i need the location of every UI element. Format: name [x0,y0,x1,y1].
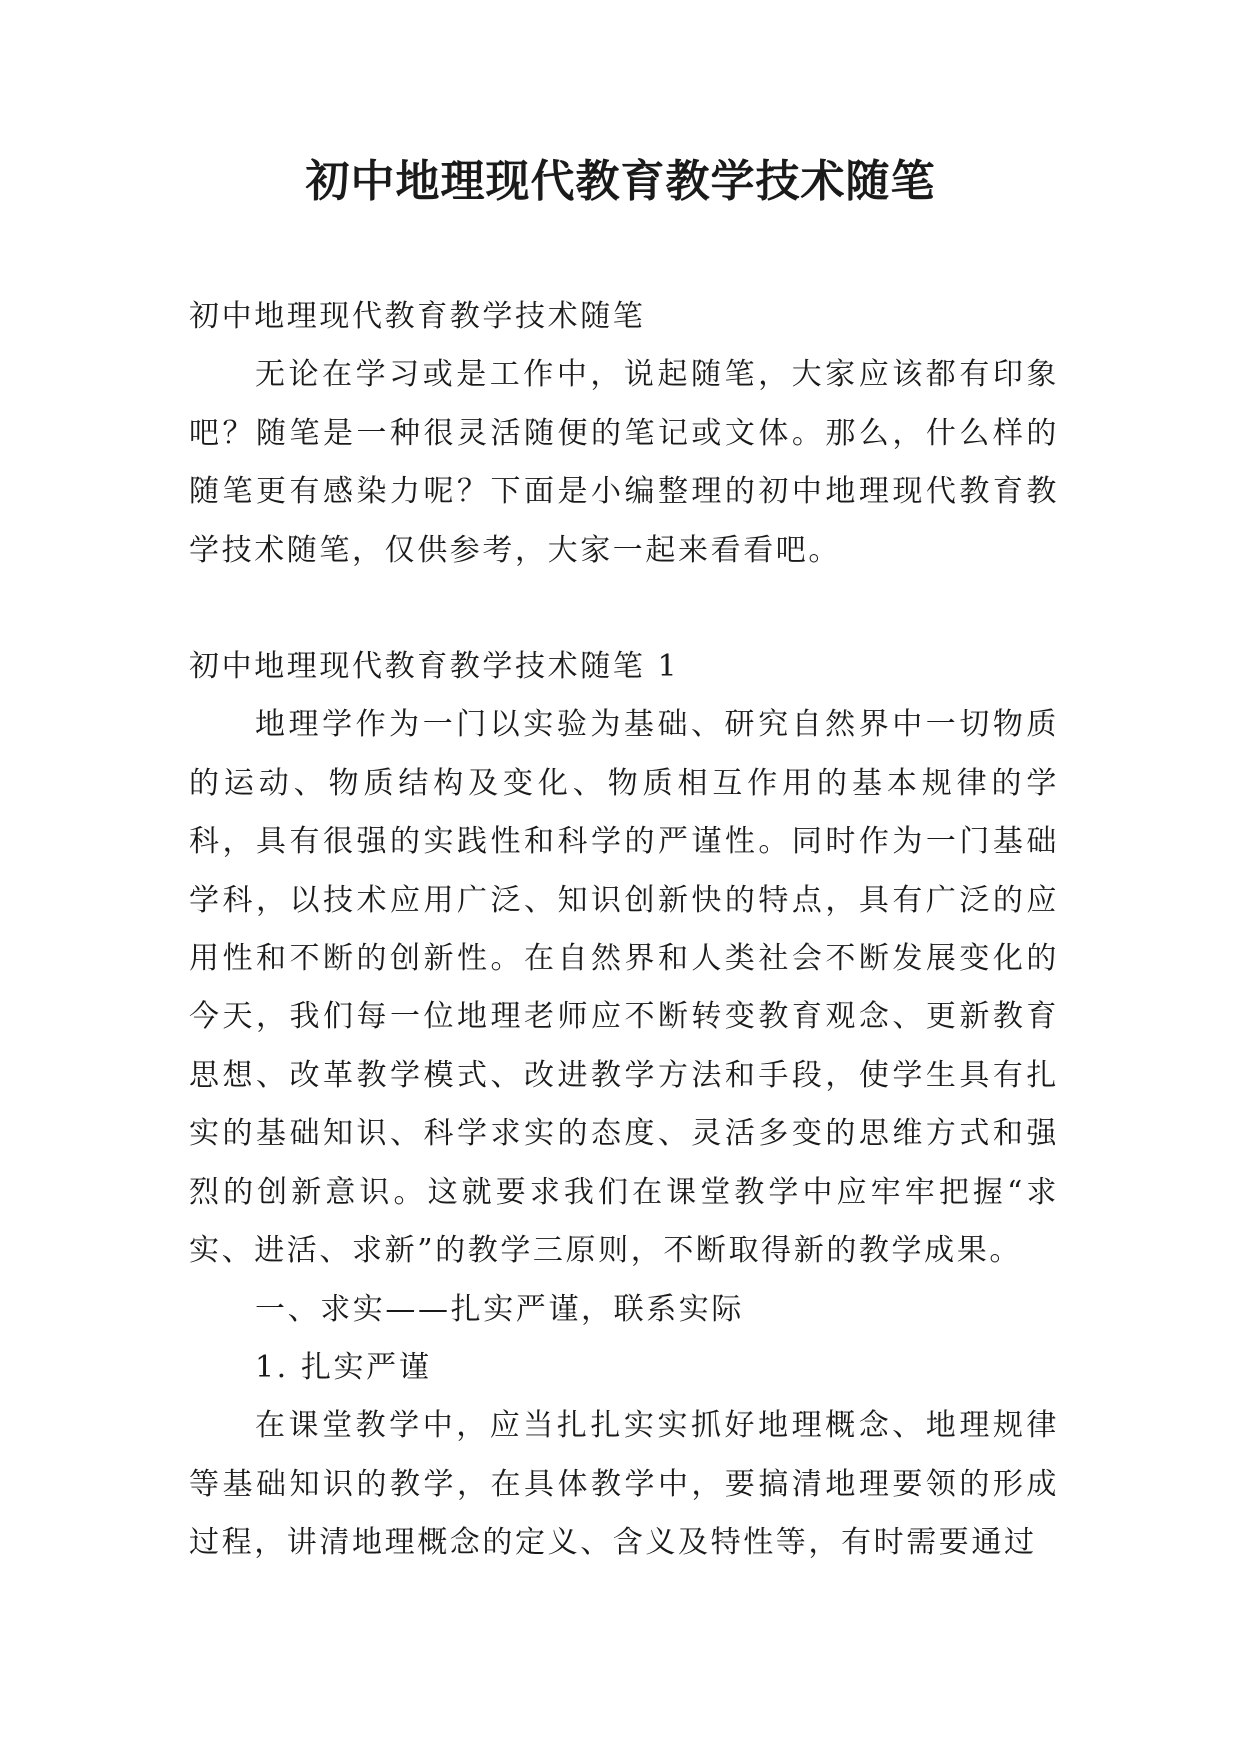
document-body [189,288,1059,1573]
intro-paragraph: 无论在学习或是工作中，说起随笔，大家应该都有印象吧？随笔是一种很灵活随便的笔记或文体。那么，什么样的随笔更有感染力呢？下面是小编整理的初中地理现代教育教学技术随笔，仅供参考，大家一起来看看吧。 [189,357,1059,568]
paragraph-spacer [189,580,1059,638]
subsection-heading: 一、求实——扎实严谨，联系实际 [255,1291,744,1327]
body-paragraph: 地理学作为一门以实验为基础、研究自然界中一切物质的运动、物质结构及变化、物质相互作用的基本规律的学科，具有很强的实践性和科学的严谨性。同时作为一门基础学科，以技术应用广泛、知识创新快的特点，具有广泛的应用性和不断的创新性。在自然界和人类社会不断发展变化的今天，我们每一位地理老师应不断转变教育观念、更新教育思想、改革教学模式、改进教学方法和手段，使学生具有扎实的基础知识、科学求实的态度、灵活多变的思维方式和强烈的创新意识。这就要求我们在课堂教学中应牢牢把握“求实、进活、求新”的教学三原则，不断取得新的教学成果。 [189,707,1059,1269]
section-heading: 初中地理现代教育教学技术随笔 1 [189,649,680,685]
numbered-heading: 1. 扎实严谨 [255,1349,432,1385]
body-subtitle: 初中地理现代教育教学技术随笔 [189,299,646,334]
body-paragraph: 在课堂教学中，应当扎扎实实抓好地理概念、地理规律等基础知识的教学，在具体教学中，要搞清地理要领的形成过程，讲清地理概念的定义、含义及特性等，有时需要通过 [189,1408,1059,1561]
document-title: 初中地理现代教育教学技术随笔 [305,156,936,207]
